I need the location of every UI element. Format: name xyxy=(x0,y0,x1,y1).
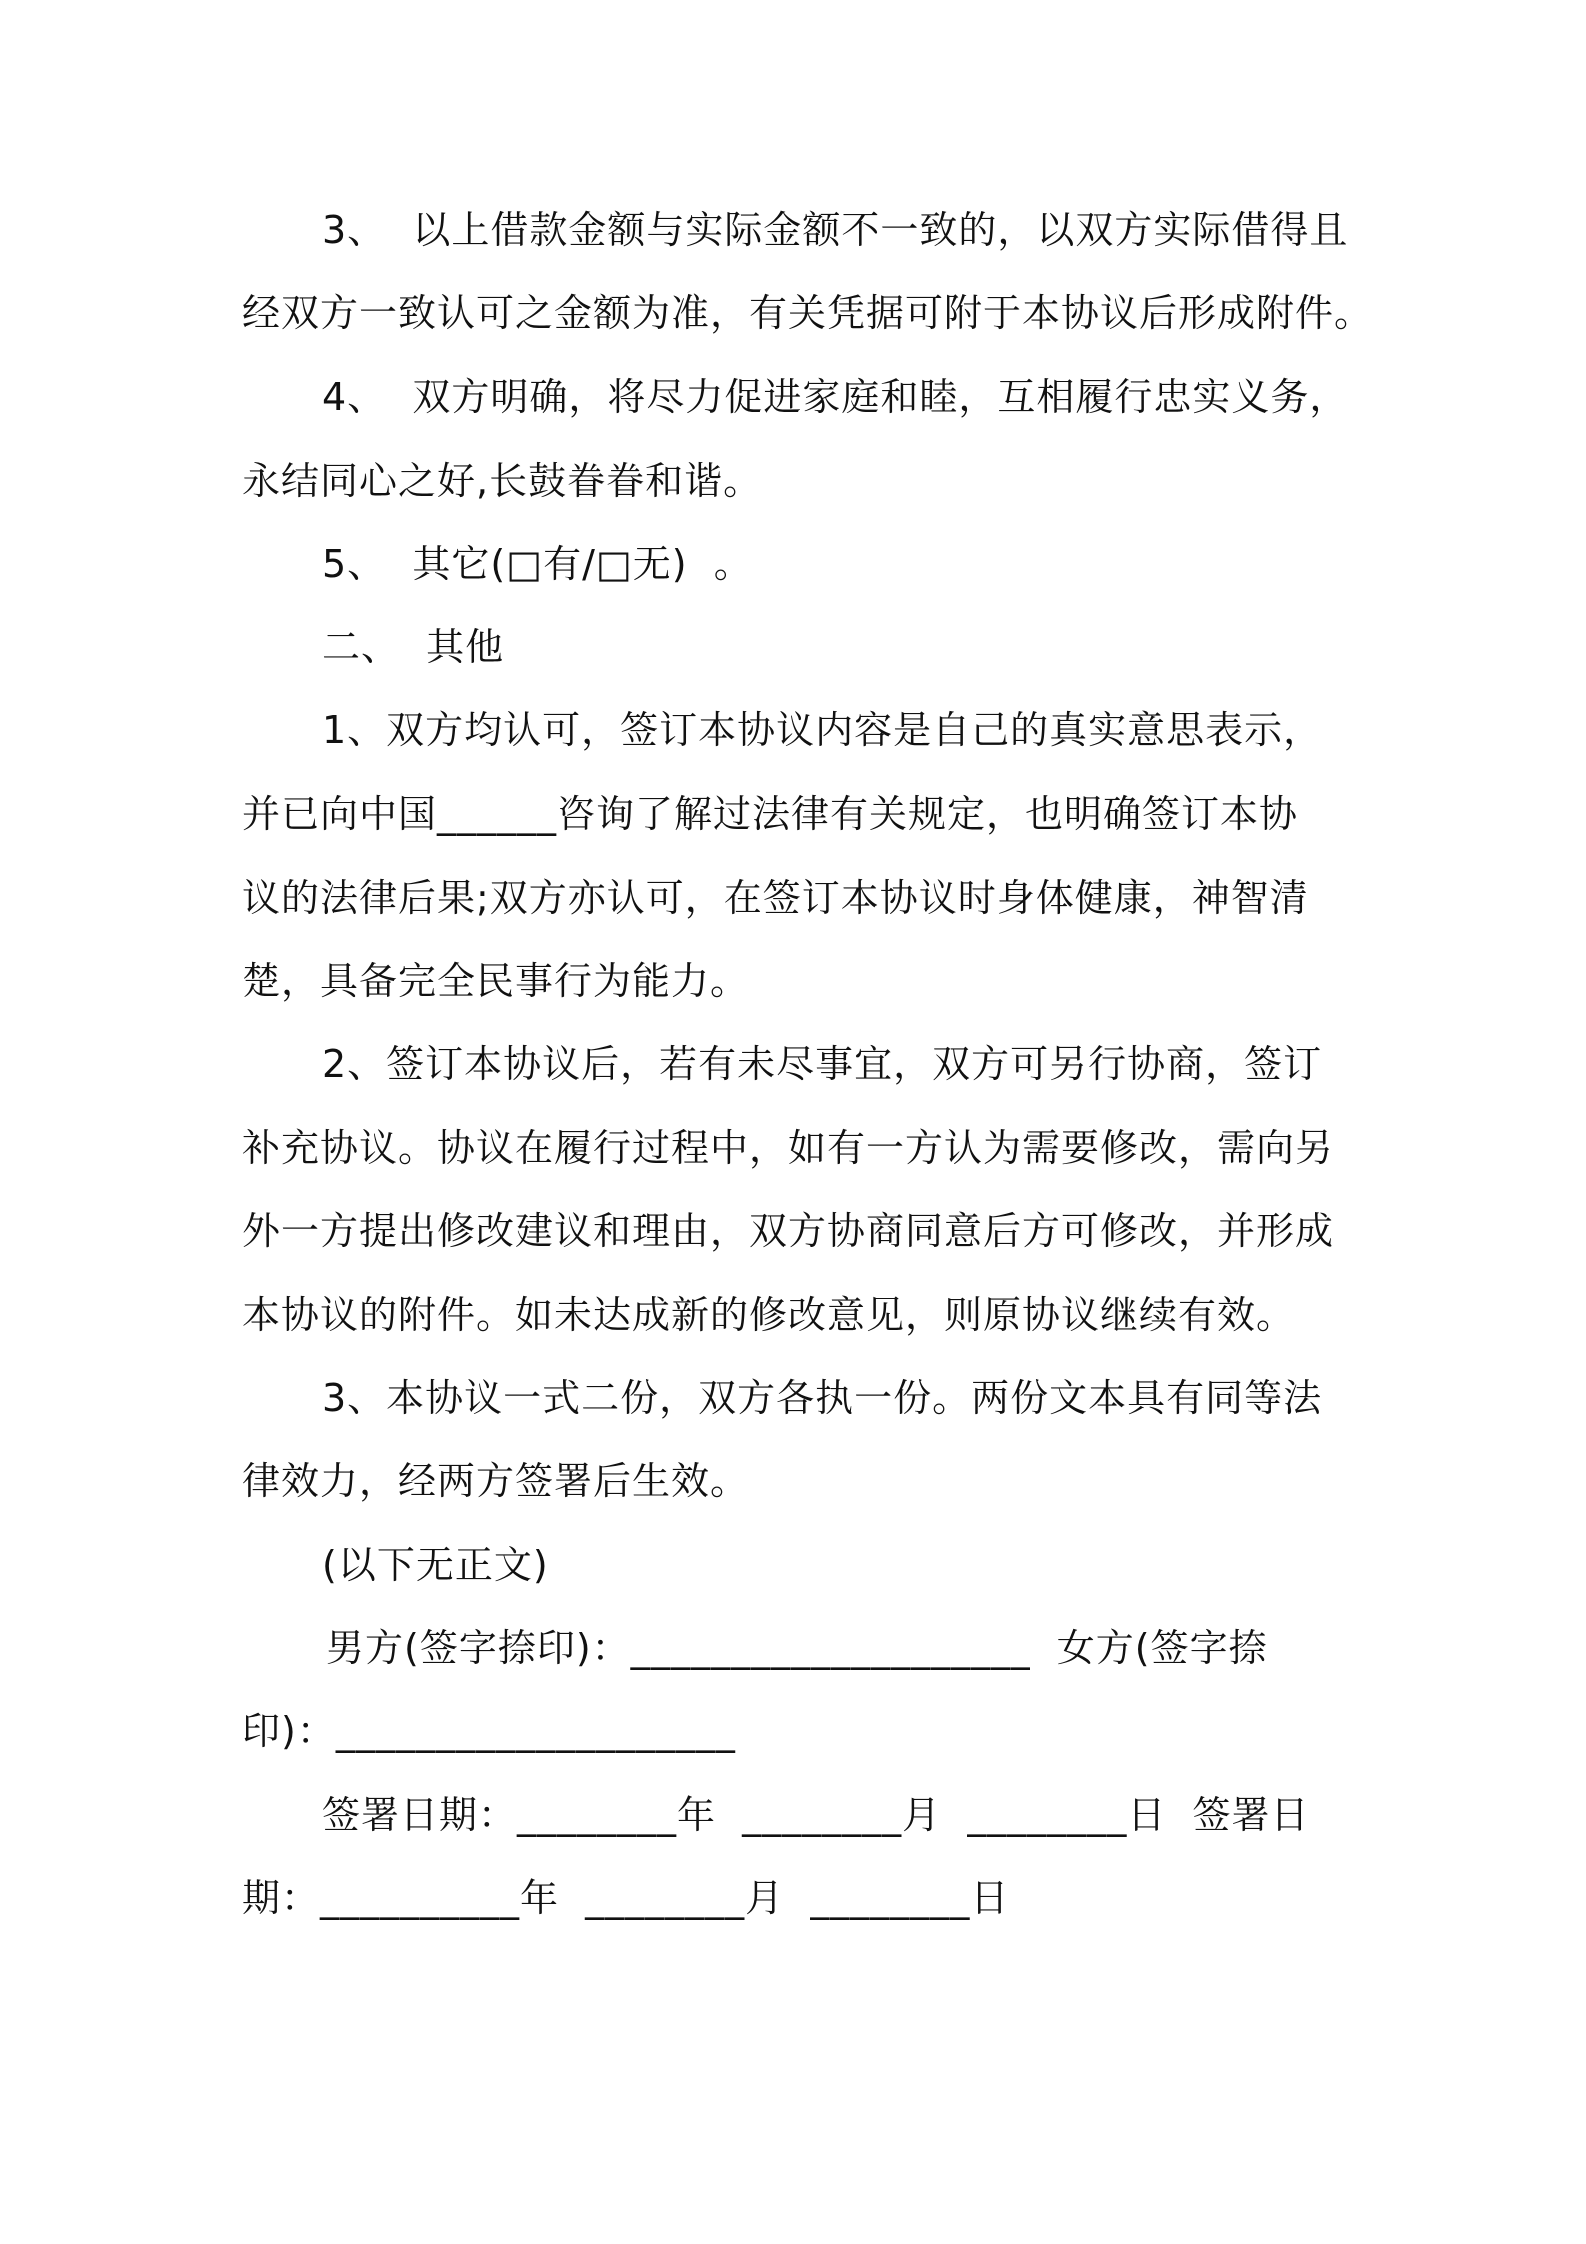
other-clause-2-line-4: 本协议的附件。如未达成新的修改意见，则原协议继续有效。 xyxy=(242,1293,1296,1337)
other-clause-1-line-4: 楚，具备完全民事行为能力。 xyxy=(242,959,750,1003)
clause-4-line-2: 永结同心之好,长鼓眷眷和谐。 xyxy=(242,459,763,503)
clause-5: 5、 其它(□有/□无) 。 xyxy=(322,542,753,586)
other-clause-1-line-2: 并已向中国______咨询了解过法律有关规定，也明确签订本协 xyxy=(242,792,1299,836)
signature-line-2: 印)：____________________ xyxy=(242,1709,736,1753)
other-clause-2-line-3: 外一方提出修改建议和理由，双方协商同意后方可修改，并形成 xyxy=(242,1209,1335,1253)
signing-date-line-2: 期：__________年 ________月 ________日 xyxy=(242,1876,1010,1920)
other-clause-2-line-1: 2、签订本协议后，若有未尽事宜，双方可另行协商，签订 xyxy=(322,1042,1323,1086)
clause-3-line-2: 经双方一致认可之金额为准，有关凭据可附于本协议后形成附件。 xyxy=(242,291,1374,335)
other-clause-2-line-2: 补充协议。协议在履行过程中，如有一方认为需要修改，需向另 xyxy=(242,1126,1335,1170)
other-clause-1-line-1: 1、双方均认可，签订本协议内容是自己的真实意思表示， xyxy=(322,708,1323,752)
signing-date-line-1: 签署日期：________年 ________月 ________日 签署日 xyxy=(322,1793,1310,1837)
clause-3-line-1: 3、 以上借款金额与实际金额不一致的，以双方实际借得且 xyxy=(322,208,1349,252)
other-clause-3-line-2: 律效力，经两方签署后生效。 xyxy=(242,1459,750,1503)
clause-4-line-1: 4、 双方明确，将尽力促进家庭和睦，互相履行忠实义务， xyxy=(322,375,1349,419)
end-of-text-note: (以下无正文) xyxy=(322,1543,549,1587)
section-2-heading: 二、 其他 xyxy=(322,625,505,669)
other-clause-1-line-3: 议的法律后果;双方亦认可，在签订本协议时身体健康，神智清 xyxy=(242,876,1309,920)
other-clause-3-line-1: 3、本协议一式二份，双方各执一份。两份文本具有同等法 xyxy=(322,1376,1323,1420)
signature-line-1: 男方(签字捺印)：____________________ 女方(签字捺 xyxy=(326,1626,1268,1670)
